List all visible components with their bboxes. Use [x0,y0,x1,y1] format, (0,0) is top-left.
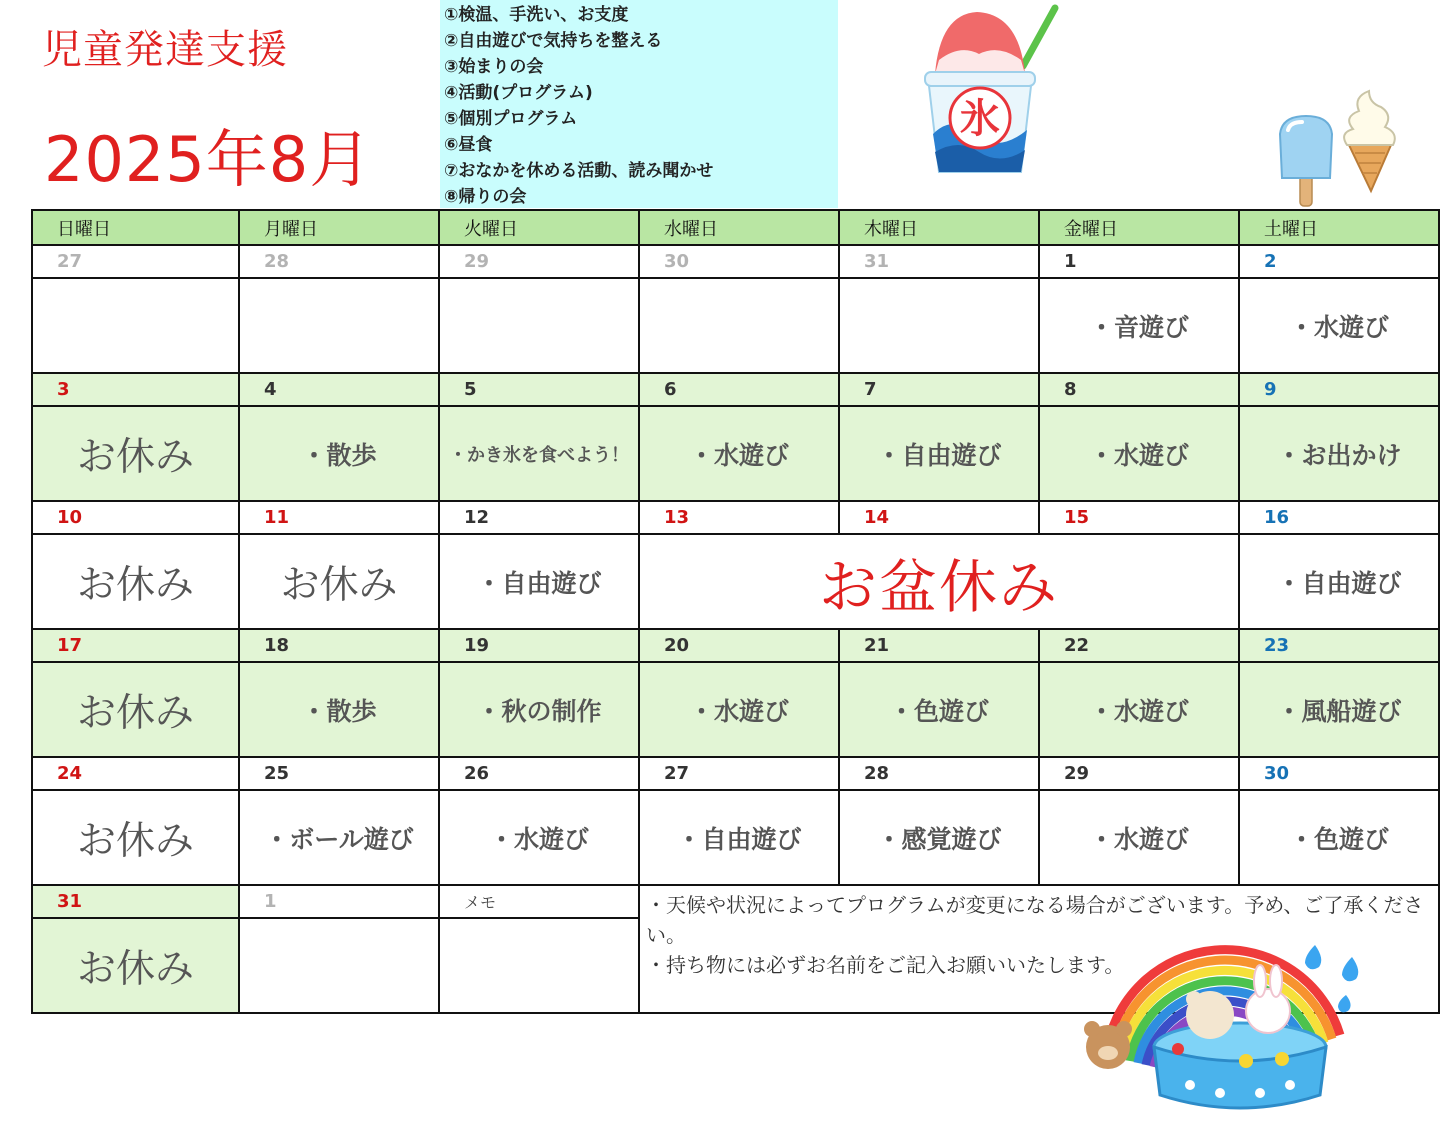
shaved-ice-icon [915,2,1065,178]
date-number: 29 [439,245,639,278]
date-row [32,373,1439,406]
date-number: 5 [439,373,639,406]
date-number: 4 [239,373,439,406]
date-number: 8 [1039,373,1239,406]
obon-holiday-cell: お盆休み [639,534,1239,629]
shaved-ice-label: 氷 [960,96,1000,142]
date-number: 25 [239,757,439,790]
date-number: 12 [439,501,639,534]
weekday-friday: 金曜日 [1039,210,1239,245]
date-number: 22 [1039,629,1239,662]
event-cell: お休み [32,790,239,885]
calendar-grid [31,209,1440,1014]
event-cell: ・音遊び [1039,278,1239,373]
date-number: 28 [239,245,439,278]
event-cell: ・かき氷を食べよう！ [439,406,639,501]
event-cell: ・自由遊び [1239,534,1439,629]
event-cell: お休み [32,662,239,757]
daily-schedule-list [440,0,838,208]
date-number: 11 [239,501,439,534]
date-number: 9 [1239,373,1439,406]
event-cell: お休み [32,406,239,501]
event-cell [239,278,439,373]
event-cell: ・色遊び [1239,790,1439,885]
event-cell: ・ボール遊び [239,790,439,885]
calendar-month: 2025年8月 [44,123,373,196]
weekday-wednesday: 水曜日 [639,210,839,245]
schedule-item: ④活動(プログラム) [444,83,593,103]
date-number: 13 [639,501,839,534]
date-number: 3 [32,373,239,406]
event-cell: お休み [239,534,439,629]
date-number: 27 [32,245,239,278]
date-number: 18 [239,629,439,662]
event-cell: ・色遊び [839,662,1039,757]
date-number: 6 [639,373,839,406]
event-cell: ・自由遊び [639,790,839,885]
date-number: 23 [1239,629,1439,662]
rainbow-pool-animals-icon [1070,935,1390,1115]
event-cell [639,278,839,373]
weekday-tuesday: 火曜日 [439,210,639,245]
date-number: 27 [639,757,839,790]
weekday-saturday: 土曜日 [1239,210,1439,245]
date-number: 31 [32,885,239,918]
weekday-sunday: 日曜日 [32,210,239,245]
event-cell: ・自由遊び [439,534,639,629]
event-cell: ・水遊び [639,662,839,757]
schedule-item: ⑦おなかを休める活動、読み聞かせ [444,161,714,181]
date-number: 30 [1239,757,1439,790]
date-number: 7 [839,373,1039,406]
date-number: 21 [839,629,1039,662]
event-row [32,662,1439,757]
event-cell: ・風船遊び [1239,662,1439,757]
schedule-item: ②自由遊びで気持ちを整える [444,31,663,51]
event-cell: ・散歩 [239,406,439,501]
date-number: 29 [1039,757,1239,790]
schedule-item: ⑤個別プログラム [444,109,578,129]
date-row [32,501,1439,534]
date-number: 31 [839,245,1039,278]
date-number: 19 [439,629,639,662]
event-cell: ・散歩 [239,662,439,757]
event-row [32,406,1439,501]
date-row [32,885,1439,918]
date-number: 26 [439,757,639,790]
event-cell: ・秋の制作 [439,662,639,757]
event-cell: ・お出かけ [1239,406,1439,501]
event-cell: ・感覚遊び [839,790,1039,885]
event-cell: ・水遊び [439,790,639,885]
schedule-item: ⑥昼食 [444,135,493,155]
date-row [32,245,1439,278]
event-cell [32,278,239,373]
date-number: 20 [639,629,839,662]
event-cell: ・水遊び [1039,790,1239,885]
event-cell [839,278,1039,373]
event-cell: ・自由遊び [839,406,1039,501]
event-row [32,534,1439,629]
schedule-item: ①検温、手洗い、お支度 [444,5,629,25]
note-item: ・持ち物には必ずお名前をご記入お願いいたします。 [646,953,1125,977]
event-row [32,790,1439,885]
event-cell: お休み [32,918,239,1013]
page-title: 児童発達支援 [42,27,288,73]
date-number: 28 [839,757,1039,790]
event-cell: ・水遊び [639,406,839,501]
date-row [32,757,1439,790]
event-cell [239,918,439,1013]
schedule-item: ③始まりの会 [444,57,544,77]
date-number: 24 [32,757,239,790]
date-number: 30 [639,245,839,278]
date-number: 15 [1039,501,1239,534]
date-number: 17 [32,629,239,662]
event-row [32,278,1439,373]
soft-serve-icon [1335,85,1405,195]
date-number: 1 [239,885,439,918]
popsicle-icon [1272,110,1342,210]
memo-label: メモ [439,885,639,918]
event-cell: ・水遊び [1039,662,1239,757]
memo-cell [439,918,639,1013]
weekday-monday: 月曜日 [239,210,439,245]
event-cell [439,278,639,373]
event-cell: ・水遊び [1239,278,1439,373]
date-row [32,629,1439,662]
date-number: 10 [32,501,239,534]
weekday-header-row [32,210,1439,245]
event-cell: お休み [32,534,239,629]
date-number: 2 [1239,245,1439,278]
date-number: 1 [1039,245,1239,278]
event-cell: ・水遊び [1039,406,1239,501]
schedule-item: ⑧帰りの会 [444,187,527,207]
date-number: 14 [839,501,1039,534]
date-number: 16 [1239,501,1439,534]
weekday-thursday: 木曜日 [839,210,1039,245]
note-item: ・天候や状況によってプログラムが変更になる場合がございます。予め、ご了承ください。 [646,893,1424,947]
